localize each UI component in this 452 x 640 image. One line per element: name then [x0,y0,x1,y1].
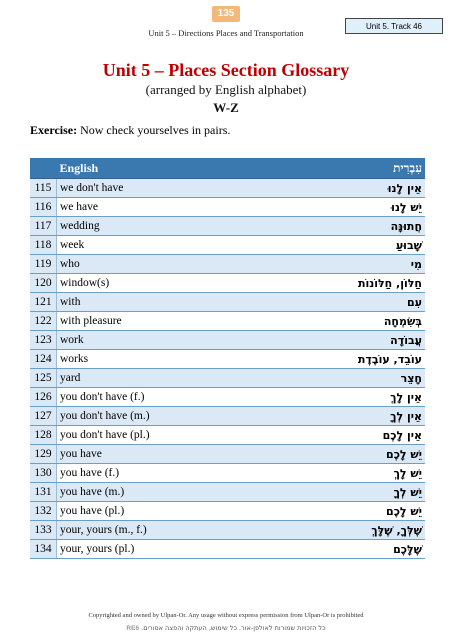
header-hebrew: עִבְרִית [270,158,425,179]
table-row [30,350,425,369]
english-term: work [57,331,270,350]
hebrew-term: שָׁבוּעַ [270,236,425,255]
hebrew-copyright-notice [0,624,452,632]
table-row [30,464,425,483]
english-term: week [57,236,270,255]
table-row [30,426,425,445]
row-number: 123 [30,331,57,350]
page-number: 135 [212,6,240,22]
hebrew-term: מִי [270,255,425,274]
english-term: you don't have (m.) [57,407,270,426]
table-row [30,502,425,521]
footer-code: RE6 [126,625,140,632]
row-number: 122 [30,312,57,331]
row-number: 128 [30,426,57,445]
hebrew-term: יֵשׁ לָכֶם [270,445,425,464]
table-header-row [30,158,425,179]
table-row [30,407,425,426]
row-number: 120 [30,274,57,293]
table-row [30,198,425,217]
english-term: you don't have (pl.) [57,426,270,445]
exercise-text: Now check yourselves in pairs. [77,123,231,137]
row-number: 124 [30,350,57,369]
hebrew-term: עוֹבֵד, עוֹבֶדֶת [270,350,425,369]
hebrew-term: עִם [270,293,425,312]
hebrew-term: אֵין לָנוּ [270,179,425,198]
english-term: you don't have (f.) [57,388,270,407]
copyright-notice: Copyrighted and owned by Ulpan-Or. Any usage without express permission from Ulpan-Or is prohibited [88,612,364,619]
row-number: 131 [30,483,57,502]
table-row [30,388,425,407]
table-row [30,236,425,255]
hebrew-term: אֵין לָךְ [270,388,425,407]
hebrew-term: שֶׁלְּךָ, שֶׁלָּךְ [270,521,425,540]
hebrew-term: בְּשִׂמְחָה [270,312,425,331]
table-row [30,369,425,388]
header-english: English [57,158,270,179]
hebrew-term: יֵשׁ לְךָ [270,483,425,502]
row-number: 126 [30,388,57,407]
table-row [30,255,425,274]
english-term: works [57,350,270,369]
english-term: you have (m.) [57,483,270,502]
hebrew-term: עֲבוֹדָה [270,331,425,350]
hebrew-term: שֶׁלָּכֶם [270,540,425,559]
hebrew-term: חֲתוּנָּה [270,217,425,236]
exercise-label: Exercise: [30,123,78,137]
page-subtitle: (arranged by English alphabet) [145,82,307,97]
row-number: 119 [30,255,57,274]
glossary-table [30,158,425,559]
row-number: 116 [30,198,57,217]
row-number: 127 [30,407,57,426]
row-number: 118 [30,236,57,255]
row-number: 132 [30,502,57,521]
table-row [30,217,425,236]
row-number: 125 [30,369,57,388]
english-term: you have (f.) [57,464,270,483]
table-row [30,540,425,559]
english-term: wedding [57,217,270,236]
table-row [30,445,425,464]
glossary-body [30,179,425,559]
table-row [30,331,425,350]
row-number: 117 [30,217,57,236]
running-header: Unit 5 – Directions Places and Transportation [148,28,304,38]
table-row [30,274,425,293]
hebrew-term: יֵשׁ לָכֶם [270,502,425,521]
english-term: with [57,293,270,312]
exercise-instruction [30,123,230,138]
hebrew-term: יֵשׁ לָנוּ [270,198,425,217]
table-row [30,179,425,198]
row-number: 129 [30,445,57,464]
english-term: your, yours (pl.) [57,540,270,559]
english-term: we have [57,198,270,217]
english-term: with pleasure [57,312,270,331]
alphabet-range: W-Z [213,100,239,115]
hebrew-term: חָצֵר [270,369,425,388]
hebrew-term: אֵין לְךָ [270,407,425,426]
row-number: 130 [30,464,57,483]
row-number: 134 [30,540,57,559]
table-row [30,312,425,331]
header-number-cell [30,158,57,179]
english-term: we don't have [57,179,270,198]
table-row [30,293,425,312]
page-title: Unit 5 – Places Section Glossary [102,60,350,80]
hebrew-term: יֵשׁ לָךְ [270,464,425,483]
row-number: 133 [30,521,57,540]
english-term: you have [57,445,270,464]
hebrew-term: אֵין לָכֶם [270,426,425,445]
english-term: your, yours (m., f.) [57,521,270,540]
english-term: window(s) [57,274,270,293]
row-number: 121 [30,293,57,312]
track-label: Unit 5. Track 46 [345,18,443,34]
english-term: yard [57,369,270,388]
english-term: who [57,255,270,274]
hebrew-term: חַלּוֹן, חַלּוֹנוֹת [270,274,425,293]
row-number: 115 [30,179,57,198]
hebrew-notice-text: כל הזכויות שמורות לאולפן-אור. כל שימוש, העתקה והפצה אסורים. [141,624,326,632]
table-row [30,521,425,540]
english-term: you have (pl.) [57,502,270,521]
table-row [30,483,425,502]
